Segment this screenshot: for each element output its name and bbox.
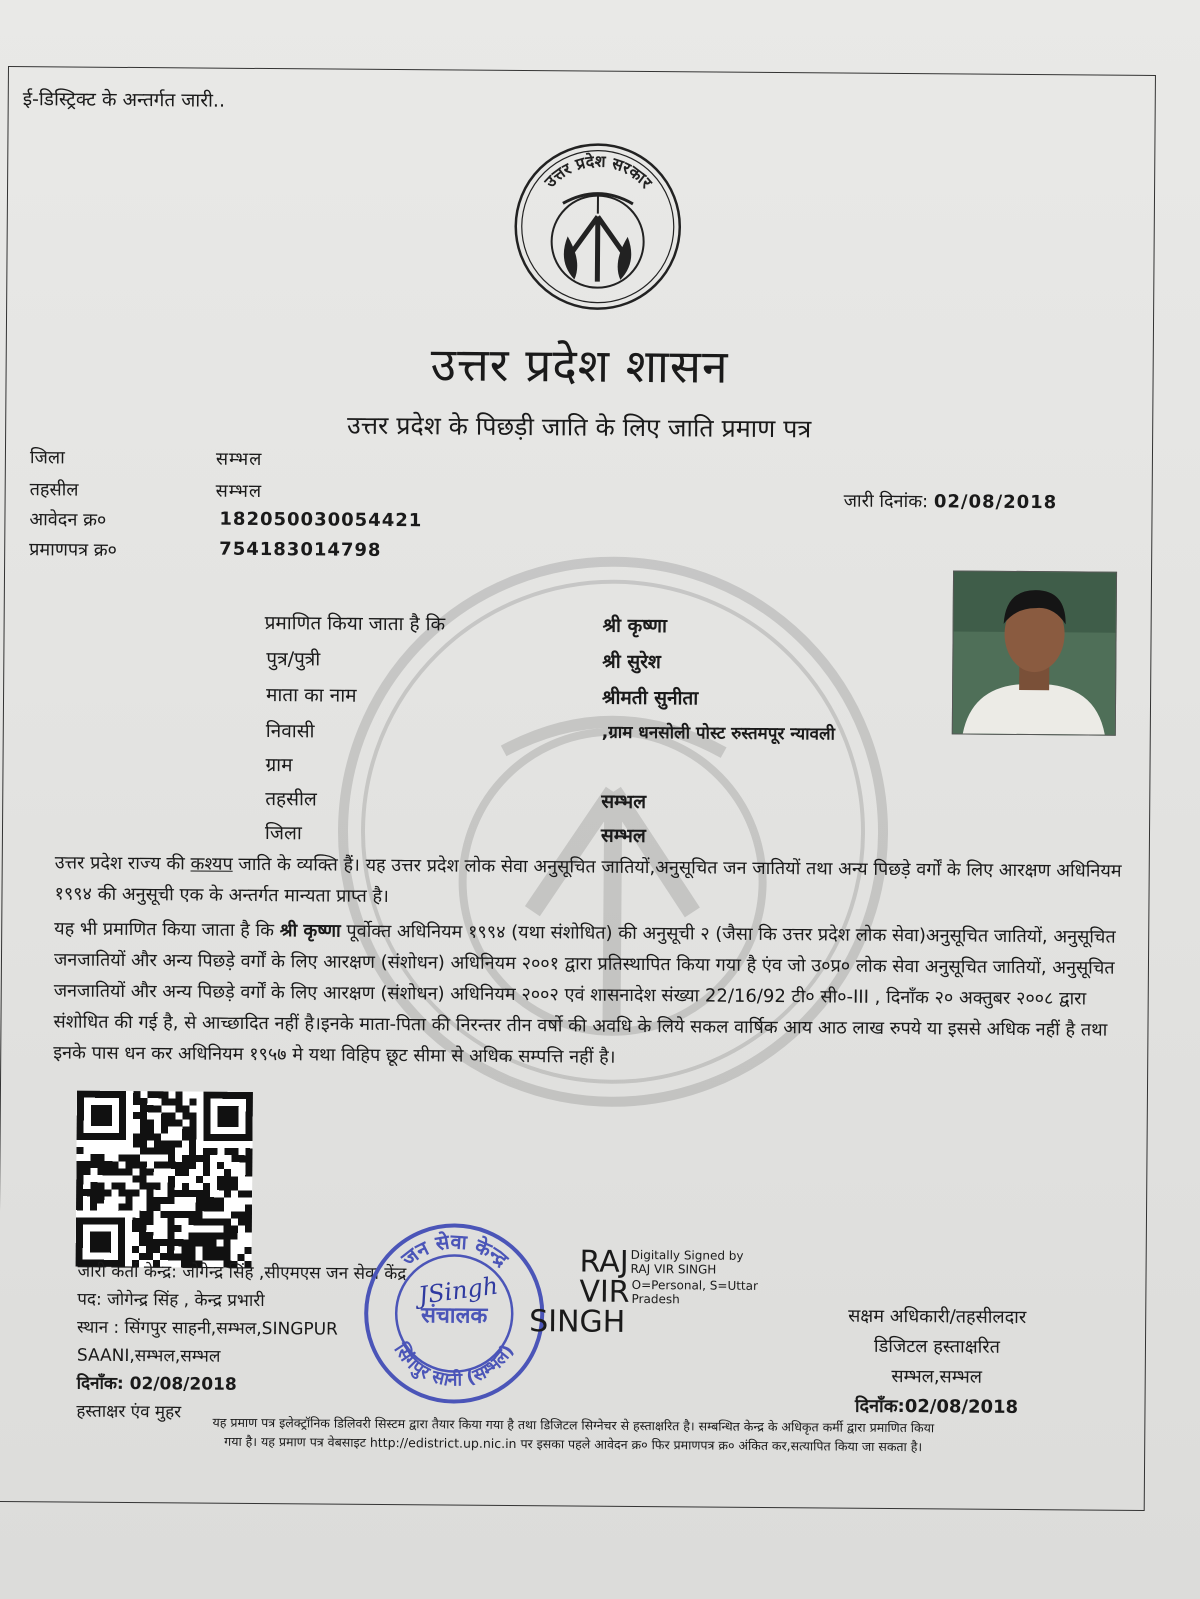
certificate-label: प्रमाणपत्र क्र० bbox=[29, 539, 118, 561]
digital-signature bbox=[529, 1244, 759, 1340]
applicant-photo bbox=[952, 570, 1117, 735]
issuer-sign-seal: हस्ताक्षर एंव मुहर bbox=[76, 1401, 182, 1423]
issue-date bbox=[844, 489, 1058, 515]
district-label: जिला bbox=[29, 447, 65, 469]
signature-vir: VIR bbox=[579, 1274, 630, 1310]
creamy-layer-paragraph bbox=[53, 913, 1124, 1076]
caste-name: कश्यप bbox=[190, 853, 233, 875]
stamp-text-middle: संचालक bbox=[420, 1303, 488, 1329]
emblem-seal-text: उत्तर प्रदेश सरकार bbox=[540, 151, 656, 192]
district-value: सम्भल bbox=[215, 448, 263, 471]
stamp-seal-icon bbox=[358, 1218, 549, 1409]
government-title: उत्तर प्रदेश शासन bbox=[430, 337, 729, 394]
person-district: सम्भल bbox=[600, 824, 646, 848]
authority-title: सक्षम अधिकारी/तहसीलदार bbox=[848, 1305, 1027, 1329]
authority-location: सम्भल,सम्भल bbox=[891, 1365, 983, 1388]
caste-paragraph-start: उत्तर प्रदेश राज्य की bbox=[54, 852, 191, 875]
issue-date-value: 02/08/2018 bbox=[933, 491, 1058, 514]
creamy-layer-name: श्री कृष्णा bbox=[279, 920, 341, 942]
signature-raj: RAJ bbox=[579, 1244, 629, 1280]
qr-code bbox=[76, 1091, 253, 1268]
svg-text:सिंगपुर सानी (सम्भल) bbox=[389, 1338, 519, 1391]
person-tehsil-label: तहसील bbox=[265, 788, 317, 811]
issue-date-label: जारी दिनांक: bbox=[843, 490, 929, 513]
issuer-place-continued: SAANI,सम्भल,सम्भल bbox=[76, 1345, 221, 1367]
authority-digital: डिजिटल हस्ताक्षरित bbox=[873, 1335, 1001, 1358]
issuer-date: दिनाँक: 02/08/2018 bbox=[76, 1373, 237, 1395]
application-label: आवेदन क्र० bbox=[29, 509, 107, 531]
up-government-emblem-icon bbox=[512, 141, 683, 312]
signature-line3: O=Personal, S=Uttar bbox=[631, 1277, 759, 1293]
resident-address: ,ग्राम धनसोली पोस्ट रुस्तमपूर न्यावली bbox=[601, 722, 836, 745]
signature-line4: Pradesh bbox=[631, 1291, 680, 1307]
footer-line2: गया है। यह प्रमाण पत्र वेबसाइट http://edistrict.up.nic.in पर इसका पहले आवेदन क्र० फिर प्रमाणपत्र क्र० अंकित कर,सत्यापित किया जा सकता है। bbox=[224, 1433, 923, 1455]
person-district-label: जिला bbox=[264, 822, 302, 845]
footer-note bbox=[38, 1411, 1108, 1457]
creamy-layer-end: पूर्वोक्त अधिनियम १९९४ (यथा संशोधित) की अनुसूची २ (जैसा कि उत्तर प्रदेश लोक सेवा)अनुसूचित जातियों, अनुसूचित जनजातियों और अन्य पिछड़े वर्गों के लिए आरक्षण (संशोधन) अधिनियम २००१ द्वारा प्रतिस्थापित किया गया है एंव जो उ०प्र० लोक सेवा अनुसूचित जातियों, अनुसूचित जनजातियों और अन्य पिछड़े वर्गों के लिए आरक्षण (संशोधन) अधिनियम २००२ एवं शासनादेश संख्या 22/16/92 टी० सी०-III , दिनाँक २० अक्तुबर २००८ द्वारा संशोधित की गई है, से आच्छादित नहीं है।इनके माता-पिता की निरन्तर तीन वर्षो की अवधि के लिये सकल वार्षिक आय आठ लाख रुपये या इससे अधिक नहीं है तथा इनके पास धन कर अधिनियम १९५७ मे यथा विहिप छूट सीमा से अधिक सम्पत्ति नहीं है। bbox=[53, 920, 1116, 1068]
issuer-post: पद: जोगेन्द्र सिंह , केन्द्र प्रभारी bbox=[77, 1289, 265, 1312]
authority-block bbox=[786, 1301, 1087, 1423]
authority-date: दिनाँक:02/08/2018 bbox=[854, 1395, 1019, 1418]
tehsil-label: तहसील bbox=[29, 479, 79, 501]
certified-label: प्रमाणित किया जाता है कि bbox=[264, 612, 446, 636]
certificate bbox=[0, 66, 1156, 1511]
caste-paragraph bbox=[54, 847, 1124, 917]
applicant-name: श्री कृष्णा bbox=[602, 614, 668, 638]
parent-label: पुत्र/पुत्री bbox=[266, 648, 321, 671]
signature-singh: SINGH bbox=[529, 1304, 626, 1340]
mother-name: श्रीमती सुनीता bbox=[601, 686, 699, 710]
person-tehsil: सम्भल bbox=[601, 790, 647, 814]
footer-line1: यह प्रमाण पत्र इलेक्ट्रॉनिक डिलिवरी सिस्टम द्वारा तैयार किया गया है तथा डिजिटल सिग्नेचर से हस्ताक्षरित है। सम्बन्धित केन्द्र के अधिकृत कर्मी द्वारा प्रमाणित किया bbox=[212, 1414, 935, 1436]
issuer-block bbox=[76, 1258, 406, 1429]
creamy-layer-start: यह भी प्रमाणित किया जाता है कि bbox=[54, 918, 280, 942]
stamp-signature: JSingh bbox=[416, 1271, 500, 1310]
certificate-subtitle: उत्तर प्रदेश के पिछड़ी जाति के लिए जाति प्रमाण पत्र bbox=[346, 410, 812, 444]
issuer-center: जारी कर्ता केन्द्र: जोगेन्द्र सिंह ,सीएमएस जन सेवा केंद्र bbox=[77, 1261, 407, 1285]
signature-line1: Digitally Signed by bbox=[630, 1247, 744, 1263]
tehsil-value: सम्भल bbox=[215, 480, 263, 503]
issuer-place: स्थान : सिंगपुर साहनी,सम्भल,SINGPUR bbox=[77, 1317, 338, 1340]
signature-line2: RAJ VIR SINGH bbox=[630, 1261, 717, 1277]
caste-paragraph-end: जाति के व्यक्ति हैं। यह उत्तर प्रदेश लोक सेवा अनुसूचित जातियों,अनुसूचित जन जातियों तथा अन्य पिछड़े वर्गों के लिए आरक्षण अधिनियम १९९४ की अनुसूची एक के अन्तर्गत मान्यता प्राप्त है। bbox=[54, 853, 1122, 908]
parent-name: श्री सुरेश bbox=[602, 650, 661, 674]
header-note: ई-डिस्ट्रिक्ट के अन्तर्गत जारी.. bbox=[22, 88, 226, 112]
certificate-number: 754183014798 bbox=[219, 538, 382, 561]
village-label: ग्राम bbox=[265, 754, 293, 777]
stamp-text-top: जन सेवा केन्द्र bbox=[396, 1229, 514, 1272]
application-number: 182050030054421 bbox=[219, 508, 423, 532]
stamp-text-bottom: सिंगपुर सानी (सम्भल) bbox=[389, 1339, 519, 1391]
resident-label: निवासी bbox=[265, 720, 315, 743]
mother-label: माता का नाम bbox=[265, 684, 357, 707]
